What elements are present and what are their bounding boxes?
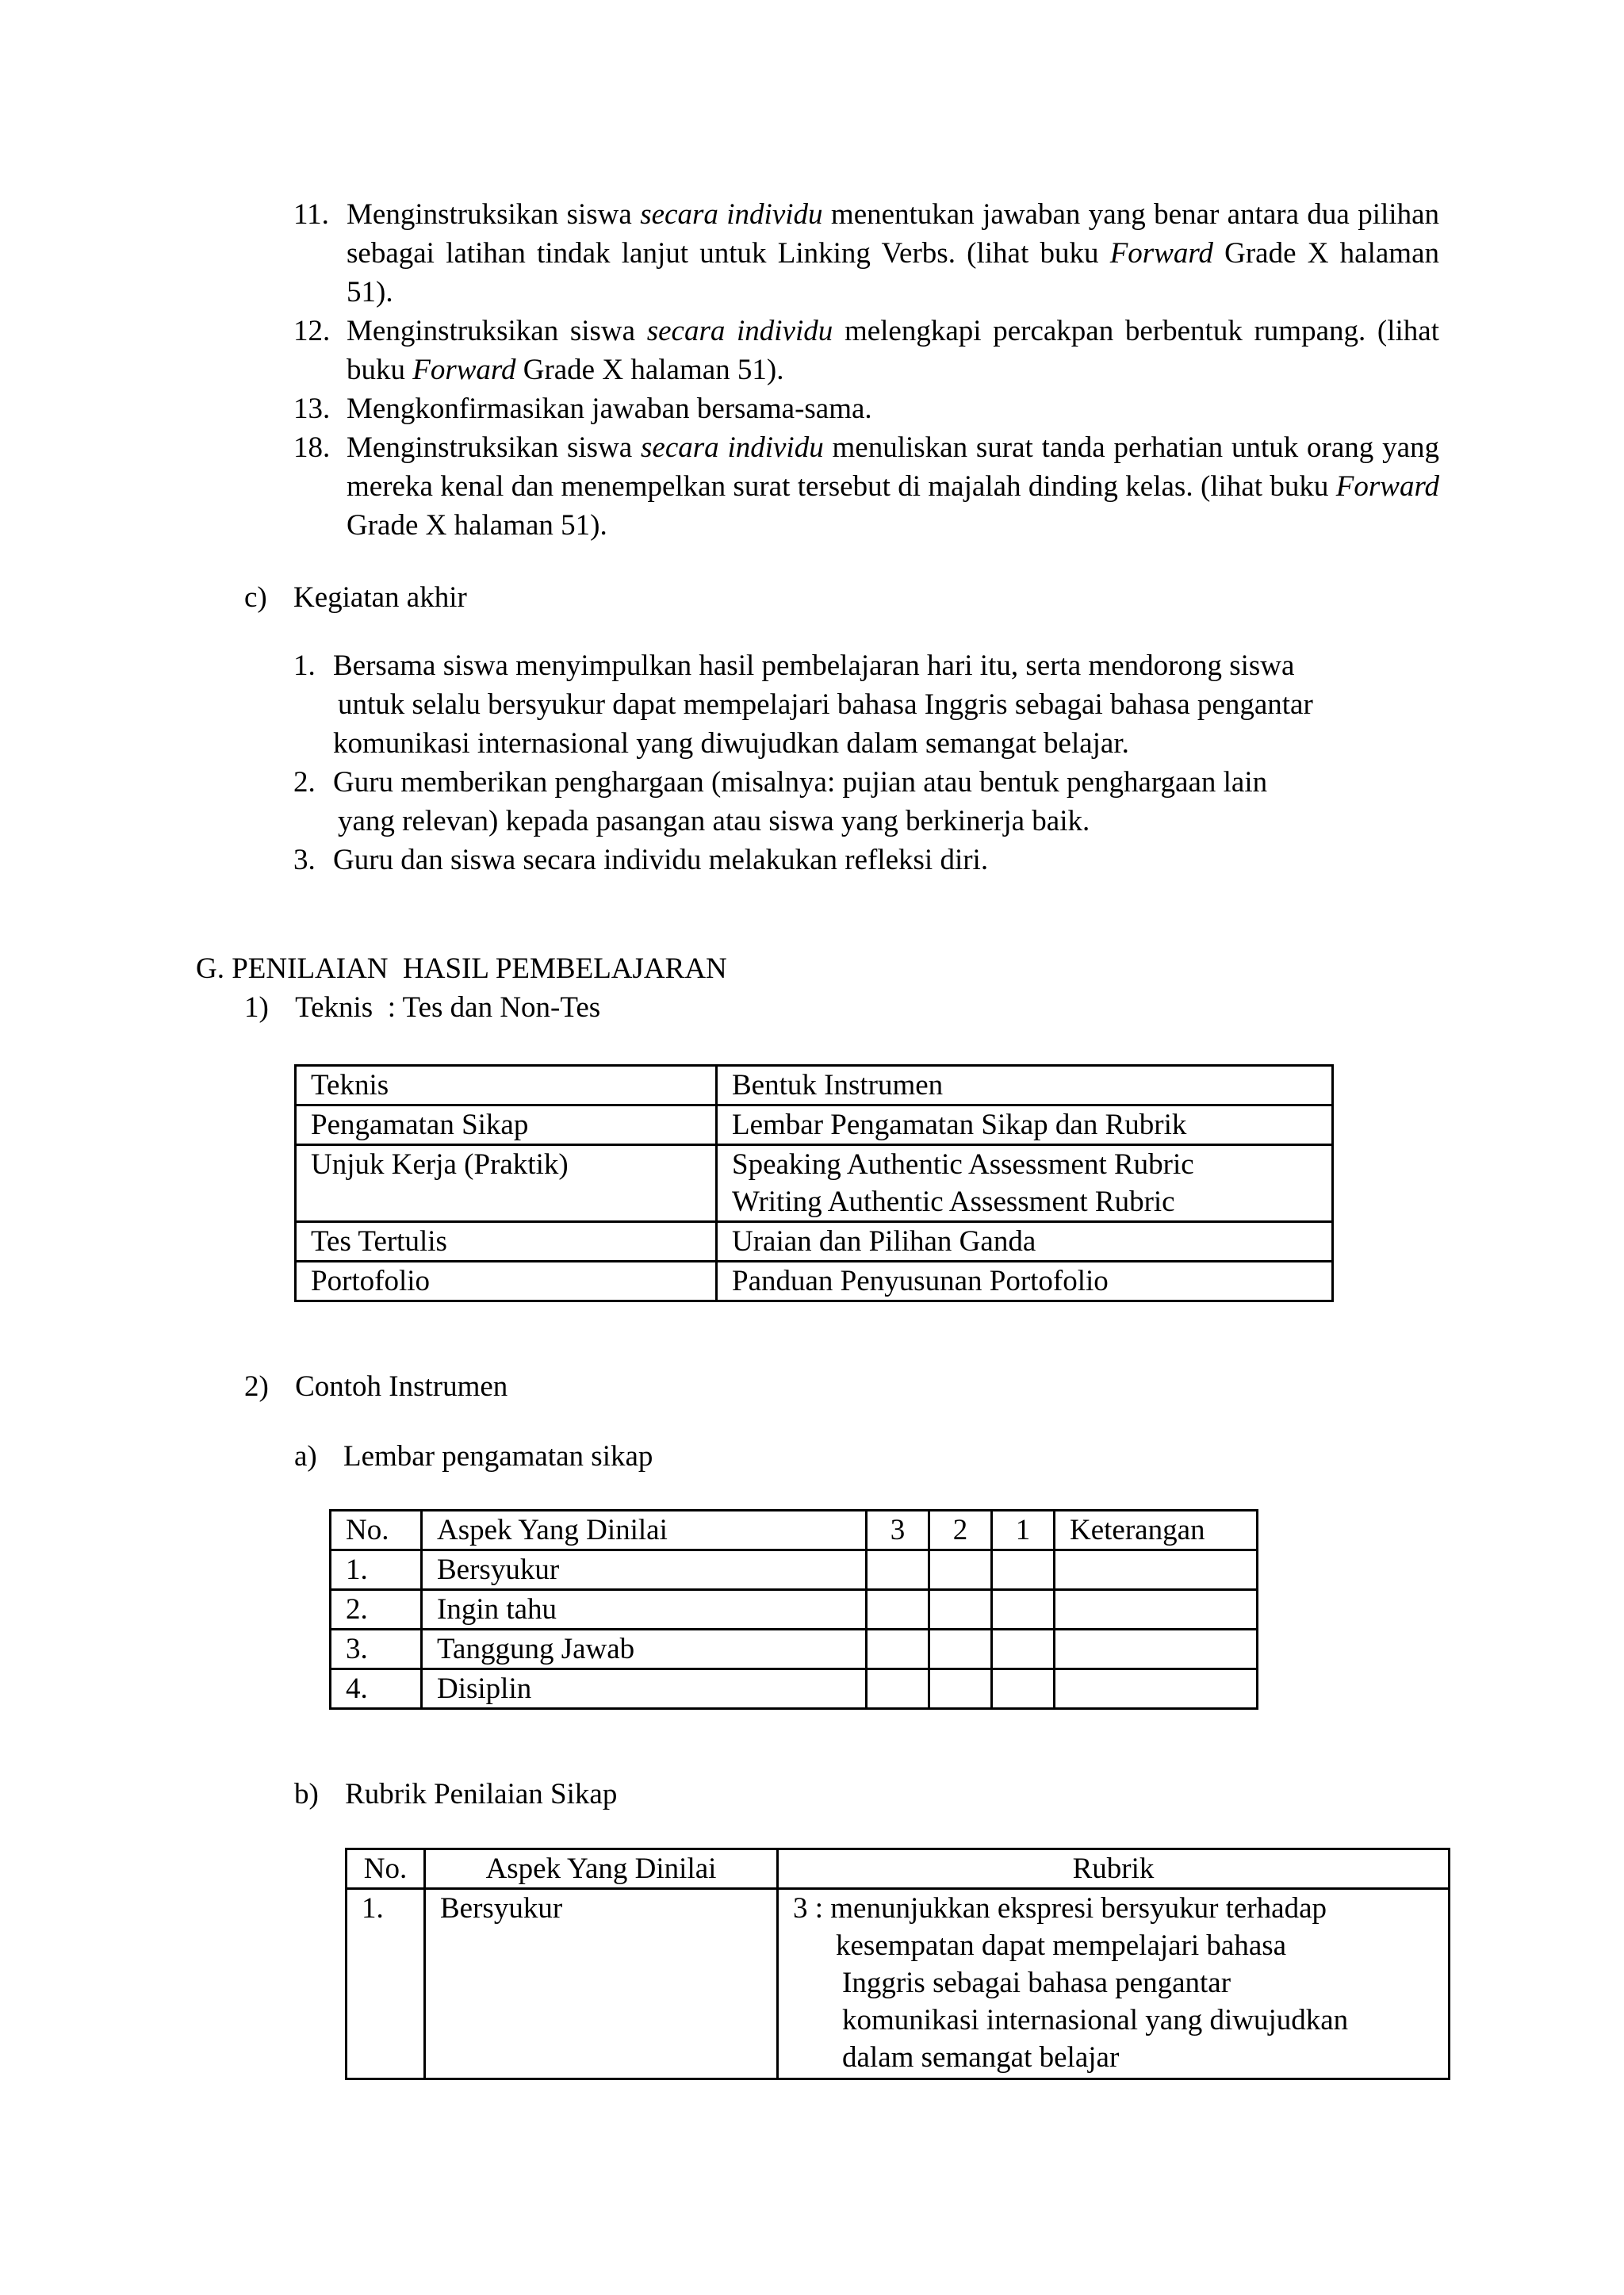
table-row: [331, 1590, 1258, 1630]
header-cell: 1: [992, 1511, 1055, 1550]
rubrik-table: [345, 1848, 1450, 2080]
closing-line: komunikasi internasional yang diwujudkan dalam semangat belajar.: [333, 727, 1129, 760]
table-row: [331, 1669, 1258, 1709]
activity-item: [293, 428, 1439, 545]
activity-number: 11.: [293, 198, 329, 231]
rubrik-line-text: Inggris sebagai bahasa pengantar: [842, 1967, 1231, 1999]
teknis-cell: Unjuk Kerja (Praktik): [296, 1145, 717, 1222]
no-cell: 3.: [331, 1630, 422, 1669]
instrumen-cell: Panduan Penyusunan Portofolio: [717, 1262, 1333, 1301]
closing-line: Guru memberikan penghargaan (misalnya: pujian atau bentuk penghargaan lain: [333, 766, 1268, 799]
contoh-label: 2): [244, 1370, 269, 1403]
kegiatan-akhir-title: Kegiatan akhir: [293, 581, 467, 614]
activity-text: [347, 312, 1439, 389]
italic-run: Forward: [1109, 237, 1213, 270]
activity-number: 12.: [293, 315, 331, 347]
activity-text: [347, 428, 1439, 545]
instrumen-cell: Uraian dan Pilihan Ganda: [717, 1222, 1333, 1262]
keterangan-cell: [1055, 1669, 1258, 1709]
score-cell: [992, 1669, 1055, 1709]
lembar-line: [294, 1437, 653, 1476]
text-run: melengkapi percakpan berbentuk rumpang. (lihat buku: [347, 315, 1439, 386]
score-cell: [929, 1630, 992, 1669]
no-cell: 1.: [347, 1889, 425, 2079]
contoh-text: Contoh Instrumen: [295, 1370, 508, 1403]
text-run: Grade X halaman 51).: [515, 354, 784, 386]
header-cell: Bentuk Instrumen: [717, 1066, 1333, 1105]
text-run: Mengkonfirmasikan jawaban bersama-sama.: [347, 393, 872, 425]
text-run: menuliskan surat tanda perhatian untuk orang yang mereka kenal dan menempelkan surat tersebut di majalah dinding kelas. (lihat buku: [347, 431, 1439, 503]
activity-text: [347, 389, 1439, 428]
keterangan-cell: [1055, 1550, 1258, 1590]
closing-item: [293, 841, 1439, 879]
closing-item: [293, 763, 1439, 841]
teknis-cell: Pengamatan Sikap: [296, 1105, 717, 1145]
contoh-line: [244, 1367, 508, 1406]
table-header-row: [347, 1849, 1450, 1889]
instrumen-cell: [717, 1145, 1333, 1222]
aspek-cell: Tanggung Jawab: [422, 1630, 867, 1669]
header-cell: Rubrik: [778, 1849, 1450, 1889]
table-row: [296, 1222, 1333, 1262]
rubrik-line-text: dalam semangat belajar: [842, 2041, 1120, 2074]
teknis-text: Teknis : Tes dan Non-Tes: [295, 991, 601, 1024]
section-g-title: G. PENILAIAN HASIL PEMBELAJARAN: [196, 952, 727, 985]
activity-item: [293, 195, 1439, 312]
italic-run: secara individu: [641, 431, 824, 464]
teknis-cell: Portofolio: [296, 1262, 717, 1301]
italic-run: secara individu: [640, 198, 823, 231]
score-cell: [929, 1669, 992, 1709]
table-header-row: [296, 1066, 1333, 1105]
rubrik-label: b): [294, 1778, 319, 1810]
activity-item: [293, 389, 1439, 428]
no-cell: 2.: [331, 1590, 422, 1630]
instrumen-cell: Lembar Pengamatan Sikap dan Rubrik: [717, 1105, 1333, 1145]
instrumen-line: Speaking Authentic Assessment Rubric: [732, 1148, 1194, 1181]
teknis-line: [244, 988, 600, 1027]
rubrik-text: Rubrik Penilaian Sikap: [345, 1778, 618, 1810]
score-cell: [867, 1630, 929, 1669]
table-header-row: [331, 1511, 1258, 1550]
no-cell: 1.: [331, 1550, 422, 1590]
table-row: [296, 1262, 1333, 1301]
activity-number: 13.: [293, 393, 331, 425]
table-row: [347, 1889, 1450, 2079]
aspek-cell: Ingin tahu: [422, 1590, 867, 1630]
aspek-cell: Bersyukur: [425, 1889, 778, 2079]
score-cell: [929, 1550, 992, 1590]
kegiatan-akhir-heading: [244, 578, 467, 617]
closing-number: 2.: [293, 766, 316, 799]
closing-line: Guru dan siswa secara individu melakukan refleksi diri.: [333, 844, 989, 876]
score-cell: [867, 1550, 929, 1590]
header-cell: No.: [331, 1511, 422, 1550]
activity-number: 18.: [293, 431, 331, 464]
header-cell: Teknis: [296, 1066, 717, 1105]
activity-text: [347, 195, 1439, 312]
table-row: [331, 1550, 1258, 1590]
score-cell: [992, 1630, 1055, 1669]
score-cell: [929, 1590, 992, 1630]
header-cell: 2: [929, 1511, 992, 1550]
rubrik-cell: [778, 1889, 1450, 2079]
score-cell: [992, 1550, 1055, 1590]
text-run: menentukan jawaban yang benar antara dua pilihan sebagai latihan tindak lanjut untuk Linking Verbs. (lihat buku: [347, 198, 1439, 270]
keterangan-cell: [1055, 1590, 1258, 1630]
closing-number: 1.: [293, 649, 316, 682]
rubrik-line: [294, 1775, 617, 1814]
text-run: Grade X halaman 51).: [347, 237, 1439, 308]
aspek-cell: Bersyukur: [422, 1550, 867, 1590]
italic-run: Forward: [412, 354, 516, 386]
lembar-label: a): [294, 1440, 317, 1473]
header-cell: No.: [347, 1849, 425, 1889]
score-cell: [867, 1669, 929, 1709]
lembar-pengamatan-table: [329, 1509, 1258, 1710]
aspek-cell: Disiplin: [422, 1669, 867, 1709]
text-run: Menginstruksikan siswa: [347, 431, 642, 464]
table-row: [296, 1105, 1333, 1145]
table-row: [331, 1630, 1258, 1669]
italic-run: secara individu: [646, 315, 833, 347]
table-row: [296, 1145, 1333, 1222]
kegiatan-akhir-label: c): [244, 581, 267, 614]
closing-number: 3.: [293, 844, 316, 876]
header-cell: Keterangan: [1055, 1511, 1258, 1550]
text-run: Grade X halaman 51).: [347, 509, 607, 542]
activity-list: [293, 195, 1439, 545]
no-cell: 4.: [331, 1669, 422, 1709]
teknis-cell: Tes Tertulis: [296, 1222, 717, 1262]
activity-item: [293, 312, 1439, 389]
text-run: Menginstruksikan siswa: [347, 315, 647, 347]
rubrik-line-text: 3 : menunjukkan ekspresi bersyukur terhadap: [793, 1892, 1327, 1925]
keterangan-cell: [1055, 1630, 1258, 1669]
header-cell: 3: [867, 1511, 929, 1550]
score-cell: [992, 1590, 1055, 1630]
teknis-table: [294, 1064, 1334, 1302]
lembar-text: Lembar pengamatan sikap: [343, 1440, 653, 1473]
header-cell: Aspek Yang Dinilai: [425, 1849, 778, 1889]
header-cell: Aspek Yang Dinilai: [422, 1511, 867, 1550]
closing-item: [293, 646, 1439, 763]
closing-line: untuk selalu bersyukur dapat mempelajari bahasa Inggris sebagai bahasa pengantar: [338, 688, 1313, 721]
kegiatan-akhir-list: [293, 646, 1439, 879]
rubrik-line-text: komunikasi internasional yang diwujudkan: [842, 2004, 1349, 2036]
rubrik-line-text: kesempatan dapat mempelajari bahasa: [836, 1929, 1287, 1962]
text-run: Menginstruksikan siswa: [347, 198, 641, 231]
closing-line: yang relevan) kepada pasangan atau siswa yang berkinerja baik.: [338, 805, 1090, 837]
score-cell: [867, 1590, 929, 1630]
italic-run: Forward: [1335, 470, 1439, 503]
closing-line: Bersama siswa menyimpulkan hasil pembelajaran hari itu, serta mendorong siswa: [333, 649, 1295, 682]
instrumen-line: Writing Authentic Assessment Rubric: [732, 1186, 1175, 1218]
teknis-label: 1): [244, 991, 269, 1024]
